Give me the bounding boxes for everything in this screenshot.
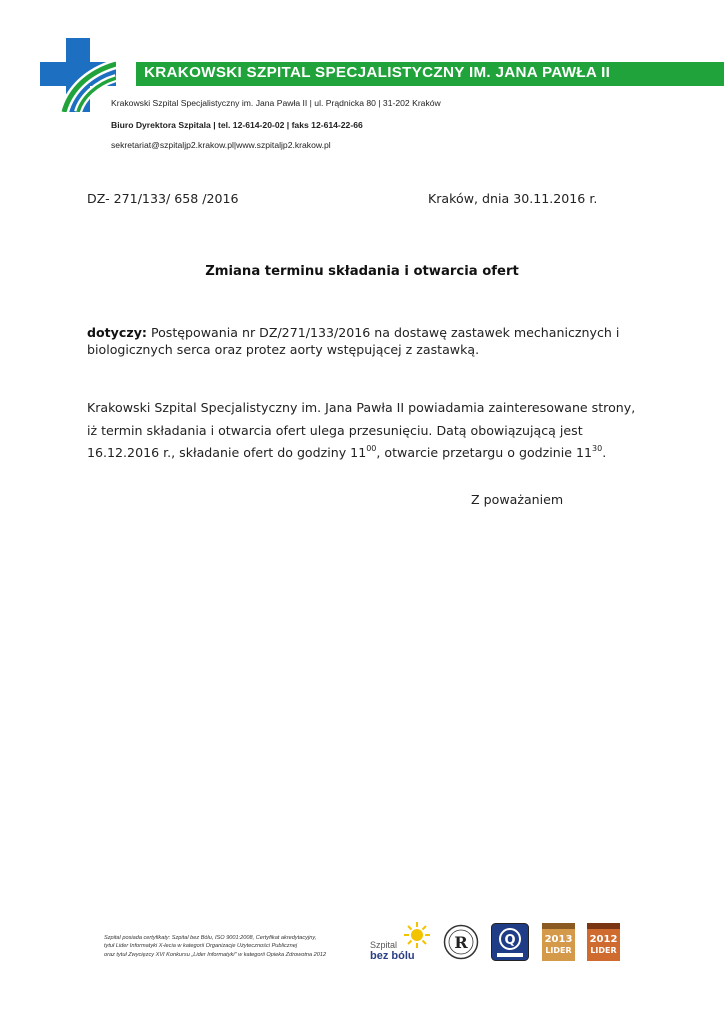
- office-contact-line: Biuro Dyrektora Szpitala | tel. 12-614-20-02 | faks 12-614-22-66: [111, 120, 363, 130]
- badge-q-letter: Q: [504, 933, 516, 948]
- certificates-note-line-1: Szpital posiada certyfikaty: Szpital bez Bólu, ISO 9001:2008, Certyfikat akredytacyjny,: [104, 935, 317, 941]
- body-line-3: [87, 442, 647, 465]
- registered-certificate-icon: [443, 924, 479, 960]
- body-line-1: Krakowski Szpital Specjalistyczny im. Jana Pawła II powiadamia zainteresowane strony,: [87, 400, 636, 415]
- badge-szpital-text: Szpital: [370, 940, 398, 950]
- certificates-note: [104, 934, 326, 959]
- closing-salutation: Z poważaniem: [471, 492, 564, 507]
- body-line-3-end: .: [602, 445, 607, 460]
- body-line-2: iż termin składania i otwarcia ofert ulega przesunięciu. Datą obowiązującą jest: [87, 422, 583, 438]
- lider-2013-icon: [542, 923, 575, 961]
- address-line: Krakowski Szpital Specjalistyczny im. Jana Pawła II | ul. Prądnicka 80 | 31-202 Kraków: [111, 98, 441, 108]
- document-reference: DZ- 271/133/ 658 /2016: [87, 191, 239, 206]
- header-banner: [136, 62, 724, 86]
- email-website-line: sekretariat@szpitaljp2.krakow.pl|www.szpitaljp2.krakow.pl: [111, 140, 331, 150]
- lider-2013-label: LIDER: [545, 946, 572, 955]
- lider-2012-label: LIDER: [590, 946, 617, 955]
- time-opening-minutes: 30: [592, 444, 603, 453]
- time-offers-minutes: 00: [366, 444, 377, 453]
- body-paragraph: [87, 397, 647, 465]
- body-line-3-mid: , otwarcie przetargu o godzinie 11: [376, 445, 593, 460]
- hospital-name-banner: KRAKOWSKI SZPITAL SPECJALISTYCZNY IM. JANA PAWŁA II: [144, 64, 611, 81]
- lider-2012-year: 2012: [589, 934, 618, 945]
- sun-icon: [404, 922, 430, 948]
- certificates-note-line-2: tytuł Lider Informatyki X-lecia w kategorii Organizacje Użyteczności Publicznej: [104, 943, 298, 950]
- body-line-3-start: 16.12.2016 r., składanie ofert do godziny 11: [87, 445, 367, 460]
- concerns-text: Postępowania nr DZ/271/133/2016 na dostawę zastawek mechanicznych i biologicznych serca oraz protez aorty wstępującej z zastawką.: [87, 325, 620, 357]
- quality-certificate-icon: [491, 923, 529, 961]
- concerns-label: dotyczy:: [87, 325, 147, 340]
- badge-r-letter: R: [454, 933, 468, 952]
- concerns-paragraph: [87, 324, 647, 358]
- badge-bez-bolu-text: bez bólu: [370, 950, 415, 962]
- hospital-logo-icon: [40, 38, 116, 112]
- lider-2013-year: 2013: [544, 934, 573, 945]
- document-title: Zmiana terminu składania i otwarcia ofert: [205, 264, 519, 279]
- place-and-date: Kraków, dnia 30.11.2016 r.: [428, 191, 598, 206]
- szpital-bez-bolu-badge: [370, 922, 432, 962]
- lider-2012-icon: [587, 923, 620, 961]
- certificates-note-line-3: oraz tytuł Zwycięzcy XVI Konkursu „Lider Informatyki" w kategorii Opieka Zdrowotna 2012: [104, 951, 327, 958]
